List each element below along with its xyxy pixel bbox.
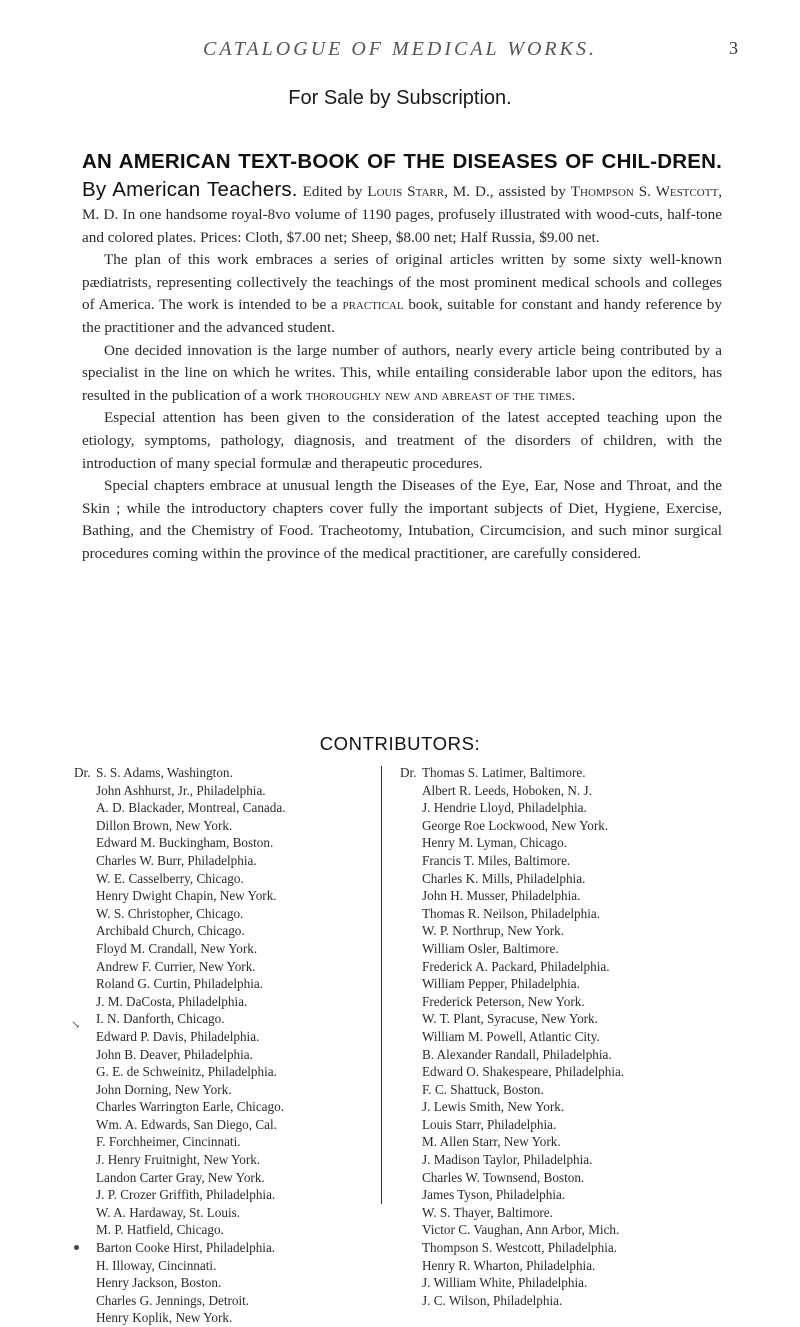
contributor-entry: Edward O. Shakespeare, Philadelphia. <box>422 1064 625 1080</box>
contributor-entry: M. Allen Starr, New York. <box>422 1134 561 1150</box>
column-divider <box>381 766 382 1204</box>
contributor-entry: J. Lewis Smith, New York. <box>422 1099 565 1115</box>
contributor-entry: Victor C. Vaughan, Ann Arbor, Mich. <box>422 1222 620 1238</box>
contributor-entry: Henry M. Lyman, Chicago. <box>422 835 568 851</box>
contributor-entry: Barton Cooke Hirst, Philadelphia. <box>96 1240 276 1256</box>
contributor-entry: W. S. Christopher, Chicago. <box>96 905 244 921</box>
contributor-entry: Charles W. Townsend, Boston. <box>422 1169 585 1185</box>
contributor-entry: Henry Koplik, New York. <box>96 1310 233 1326</box>
contributor-entry: F. Forchheimer, Cincinnati. <box>96 1134 241 1150</box>
contributor-entry: J. Madison Taylor, Philadelphia. <box>422 1152 593 1168</box>
contributor-entry: W. S. Thayer, Baltimore. <box>422 1204 553 1220</box>
plan-text-emphasis: practical <box>342 296 404 314</box>
book-description <box>82 148 722 249</box>
book-entry <box>82 148 722 566</box>
contributor-entry: W. A. Hardaway, St. Louis. <box>96 1204 241 1220</box>
contributor-entry: I. N. Danforth, Chicago. <box>96 1011 225 1027</box>
contributor-entry: W. T. Plant, Syracuse, New York. <box>422 1011 598 1027</box>
contributor-entry: Charles G. Jennings, Detroit. <box>96 1292 250 1308</box>
contributor-entry: W. E. Casselberry, Chicago. <box>96 870 244 886</box>
contributor-entry: Edward P. Davis, Philadelphia. <box>96 1028 260 1044</box>
contributor-entry: John Dorning, New York. <box>96 1081 232 1097</box>
book-editor: Louis Starr <box>367 183 445 200</box>
contributor-entry: J. M. DaCosta, Philadelphia. <box>96 993 248 1009</box>
book-paragraph-chapters: Special chapters embrace at unusual length the Diseases of the Eye, Ear, Nose and Throat, and the Skin ; while the introductory chapters cover fully the important subjects of Diet, Hygiene, Exercise, Bathing, and the Chemistry of Food. Tracheotomy, Intubation, Circumcision, and such minor surgical procedures coming within the province of the medical practitioner, are carefully considered. <box>82 477 722 562</box>
book-lead-b: , M. D., assisted by <box>444 183 571 200</box>
contributor-entry: Roland G. Curtin, Philadelphia. <box>96 976 264 992</box>
contributor-entry: William Pepper, Philadelphia. <box>422 976 580 992</box>
page-number: 3 <box>729 38 738 58</box>
subscription-heading: For Sale by Subscription. <box>288 87 512 109</box>
doctor-prefix: Dr. <box>74 765 91 780</box>
book-title-byline: By American Teachers. <box>82 178 298 201</box>
contributor-entry: J. William White, Philadelphia. <box>422 1275 588 1291</box>
innovation-text-emphasis: thoroughly new and abreast of the times <box>305 386 572 404</box>
contributor-entry: Thomas R. Neilson, Philadelphia. <box>422 905 601 921</box>
contributor-entry: Thomas S. Latimer, Baltimore. <box>422 765 586 780</box>
contributor-entry: W. P. Northrup, New York. <box>422 923 565 939</box>
contributor-entry: Wm. A. Edwards, San Diego, Cal. <box>96 1116 277 1132</box>
doctor-prefix: Dr. <box>400 765 417 780</box>
book-paragraph-attention: Especial attention has been given to the consideration of the latest accepted teaching upon the etiology, symptoms, pathology, diagnosis, and treatment of the disorders of children, with the introduction of many special formulæ and therapeutic procedures. <box>82 409 722 472</box>
contributor-entry: Henry Dwight Chapin, New York. <box>96 888 277 904</box>
contributor-entry: Charles W. Burr, Philadelphia. <box>96 852 257 868</box>
contributor-entry: James Tyson, Philadelphia. <box>422 1187 566 1203</box>
contributor-entry: S. S. Adams, Washington. <box>96 765 233 780</box>
book-title-main: AN AMERICAN TEXT-BOOK OF THE DISEASES OF CHIL-DREN. <box>82 150 722 173</box>
contributor-entry: Francis T. Miles, Baltimore. <box>422 852 571 868</box>
contributor-entry: Archibald Church, Chicago. <box>96 923 245 939</box>
contributor-entry: G. E. de Schweinitz, Philadelphia. <box>96 1064 277 1080</box>
innovation-text-b: . <box>571 386 576 404</box>
contributor-entry: Thompson S. Westcott, Philadelphia. <box>422 1240 618 1256</box>
contributor-entry: J. P. Crozer Griffith, Philadelphia. <box>96 1187 276 1203</box>
contributor-entry: J. Hendrie Lloyd, Philadelphia. <box>422 800 587 816</box>
contributor-entry: George Roe Lockwood, New York. <box>422 817 609 833</box>
contributor-entry: F. C. Shattuck, Boston. <box>422 1081 544 1097</box>
contributors-left-column <box>74 764 286 1327</box>
book-lead-a: Edited by <box>297 183 368 200</box>
contributor-entry: Dillon Brown, New York. <box>96 817 233 833</box>
running-head: CATALOGUE OF MEDICAL WORKS. <box>203 38 597 60</box>
contributor-entry: Floyd M. Crandall, New York. <box>96 940 258 956</box>
contributor-entry: John H. Musser, Philadelphia. <box>422 888 581 904</box>
plan-text-a: The plan of this work embraces a series of original articles written by some sixty well-known pædiatrists, representing collectively the teachings of the most prominent medical schools and colleges of America. The work is intended to be a <box>82 251 722 314</box>
innovation-text-a: One decided innovation is the large number of authors, nearly every article being contributed by a specialist in the line on which he writes. This, while entailing considerable labor upon the editors, has resulted in the publication of a work <box>82 341 722 404</box>
contributor-entry: Frederick Peterson, New York. <box>422 993 585 1009</box>
contributor-entry: Frederick A. Packard, Philadelphia. <box>422 958 610 974</box>
contributor-entry: John Ashhurst, Jr., Philadelphia. <box>96 782 266 798</box>
book-paragraph-plan <box>82 249 722 339</box>
contributor-entry: Henry R. Wharton, Philadelphia. <box>422 1257 596 1273</box>
contributors-heading: CONTRIBUTORS: <box>319 733 481 754</box>
contributor-entry: Charles K. Mills, Philadelphia. <box>422 870 586 886</box>
contributor-entry: John B. Deaver, Philadelphia. <box>96 1046 253 1062</box>
margin-dot <box>74 1245 79 1250</box>
contributor-entry: B. Alexander Randall, Philadelphia. <box>422 1046 612 1062</box>
plan-text-b: book, suitable for constant and handy reference by the practitioner and the advanced student. <box>82 296 722 336</box>
contributor-entry: Andrew F. Currier, New York. <box>96 958 256 974</box>
contributor-entry: William M. Powell, Atlantic City. <box>422 1028 600 1044</box>
contributor-entry: Albert R. Leeds, Hoboken, N. J. <box>422 782 592 798</box>
contributor-entry: Edward M. Buckingham, Boston. <box>96 835 274 851</box>
contributor-entry: Henry Jackson, Boston. <box>96 1275 222 1291</box>
book-assistant: Thompson S. Westcott <box>570 183 719 200</box>
contributor-entry: Louis Starr, Philadelphia. <box>422 1116 557 1132</box>
contributor-entry: M. P. Hatfield, Chicago. <box>96 1222 224 1238</box>
contributor-entry: J. Henry Fruitnight, New York. <box>96 1152 261 1168</box>
contributor-entry: J. C. Wilson, Philadelphia. <box>422 1292 563 1308</box>
margin-mark: ↘ <box>71 1019 81 1031</box>
contributors-right-column <box>400 764 624 1309</box>
contributor-entry: Charles Warrington Earle, Chicago. <box>96 1099 285 1115</box>
contributor-entry: A. D. Blackader, Montreal, Canada. <box>96 800 286 816</box>
contributor-entry: Landon Carter Gray, New York. <box>96 1169 265 1185</box>
contributor-entry: H. Illoway, Cincinnati. <box>96 1257 217 1273</box>
book-lead-c: , M. D. In one handsome royal-8vo volume of 1190 pages, profusely illustrated with wood-cuts, half-tone and colored plates. Prices: Cloth, $7.00 net; Sheep, $8.00 net; Half Russia, $9.00 net. <box>82 183 722 246</box>
contributor-entry: William Osler, Baltimore. <box>422 940 559 956</box>
book-paragraph-innovation <box>82 340 722 408</box>
